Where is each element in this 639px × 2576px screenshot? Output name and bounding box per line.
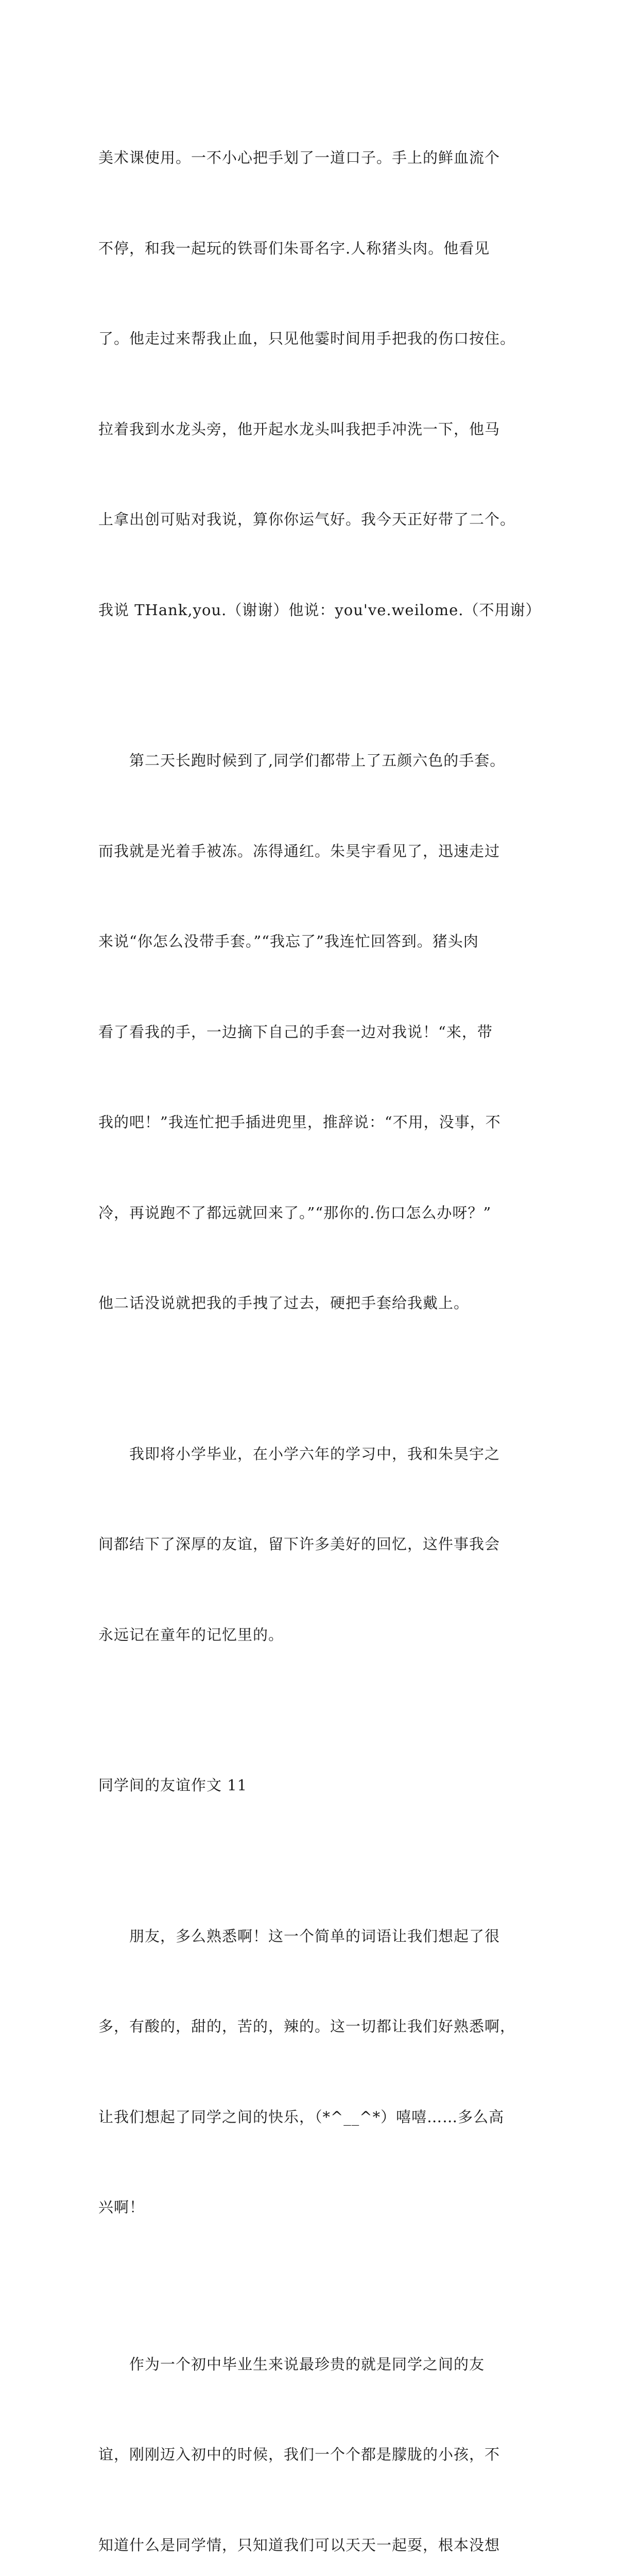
paragraph-story-gloves [98, 685, 541, 1379]
text-line: 第二天长跑时候到了,同学们都带上了五颜六色的手套。 [98, 745, 541, 776]
text-line: 多，有酸的，甜的，苦的，辣的。这一切都让我们好熟悉啊， [98, 2011, 541, 2042]
paragraph-spacer [98, 2283, 541, 2289]
section-heading [98, 1710, 541, 1861]
text-line: 拉着我到水龙头旁，他开起水龙头叫我把手冲洗一下，他马 [98, 414, 541, 445]
paragraph-conclusion [98, 1379, 541, 1710]
text-line: 朋友，多么熟悉啊！这一个简单的词语让我们想起了很 [98, 1921, 541, 1952]
text-line: 来说“你怎么没带手套。”“我忘了”我连忙回答到。猪头肉 [98, 926, 541, 957]
text-line: 不停，和我一起玩的铁哥们朱哥名字.人称猪头肉。他看见 [98, 233, 541, 264]
paragraph-friends [98, 1861, 541, 2283]
text-line: 冷，再说跑不了都远就回来了。”“那你的.伤口怎么办呀？” [98, 1198, 541, 1228]
text-line: 我即将小学毕业，在小学六年的学习中，我和朱昊宇之 [98, 1439, 541, 1469]
text-line: 作为一个初中毕业生来说最珍贵的就是同学之间的友 [98, 2349, 541, 2380]
text-line: 而我就是光着手被冻。冻得通红。朱昊宇看见了，迅速走过 [98, 836, 541, 867]
text-line: 永远记在童年的记忆里的。 [98, 1620, 541, 1650]
heading-line: 同学间的友谊作文 11 [98, 1770, 541, 1801]
text-line: 我的吧！”我连忙把手插进兜里，推辞说：“不用，没事，不 [98, 1107, 541, 1138]
text-line: 兴啊！ [98, 2192, 541, 2223]
text-line: 上拿出创可贴对我说，算你你运气好。我今天正好带了二个。 [98, 504, 541, 535]
text-line: 我说 THank,you.（谢谢）他说：you've.weilome.（不用谢） [98, 595, 541, 625]
text-line: 了。他走过来帮我止血，只见他霎时间用手把我的伤口按住。 [98, 324, 541, 354]
paragraph-graduate [98, 2289, 541, 2576]
text-line: 美术课使用。一不小心把手划了一道口子。手上的鲜血流个 [98, 143, 541, 173]
text-line: 知道什么是同学情，只知道我们可以天天一起耍，根本没想 [98, 2530, 541, 2561]
text-line: 让我们想起了同学之间的快乐，（*^__^*）嘻嘻……多么高 [98, 2102, 541, 2132]
text-line: 看了看我的手，一边摘下自己的手套一边对我说！“来，带 [98, 1017, 541, 1047]
text-line: 谊，刚刚迈入初中的时候，我们一个个都是朦胧的小孩，不 [98, 2439, 541, 2470]
text-line: 间都结下了深厚的友谊，留下许多美好的回忆，这件事我会 [98, 1529, 541, 1560]
document-page [98, 82, 541, 2576]
paragraph-story-bandaid [98, 82, 541, 685]
text-line: 他二话没说就把我的手拽了过去，硬把手套给我戴上。 [98, 1288, 541, 1318]
